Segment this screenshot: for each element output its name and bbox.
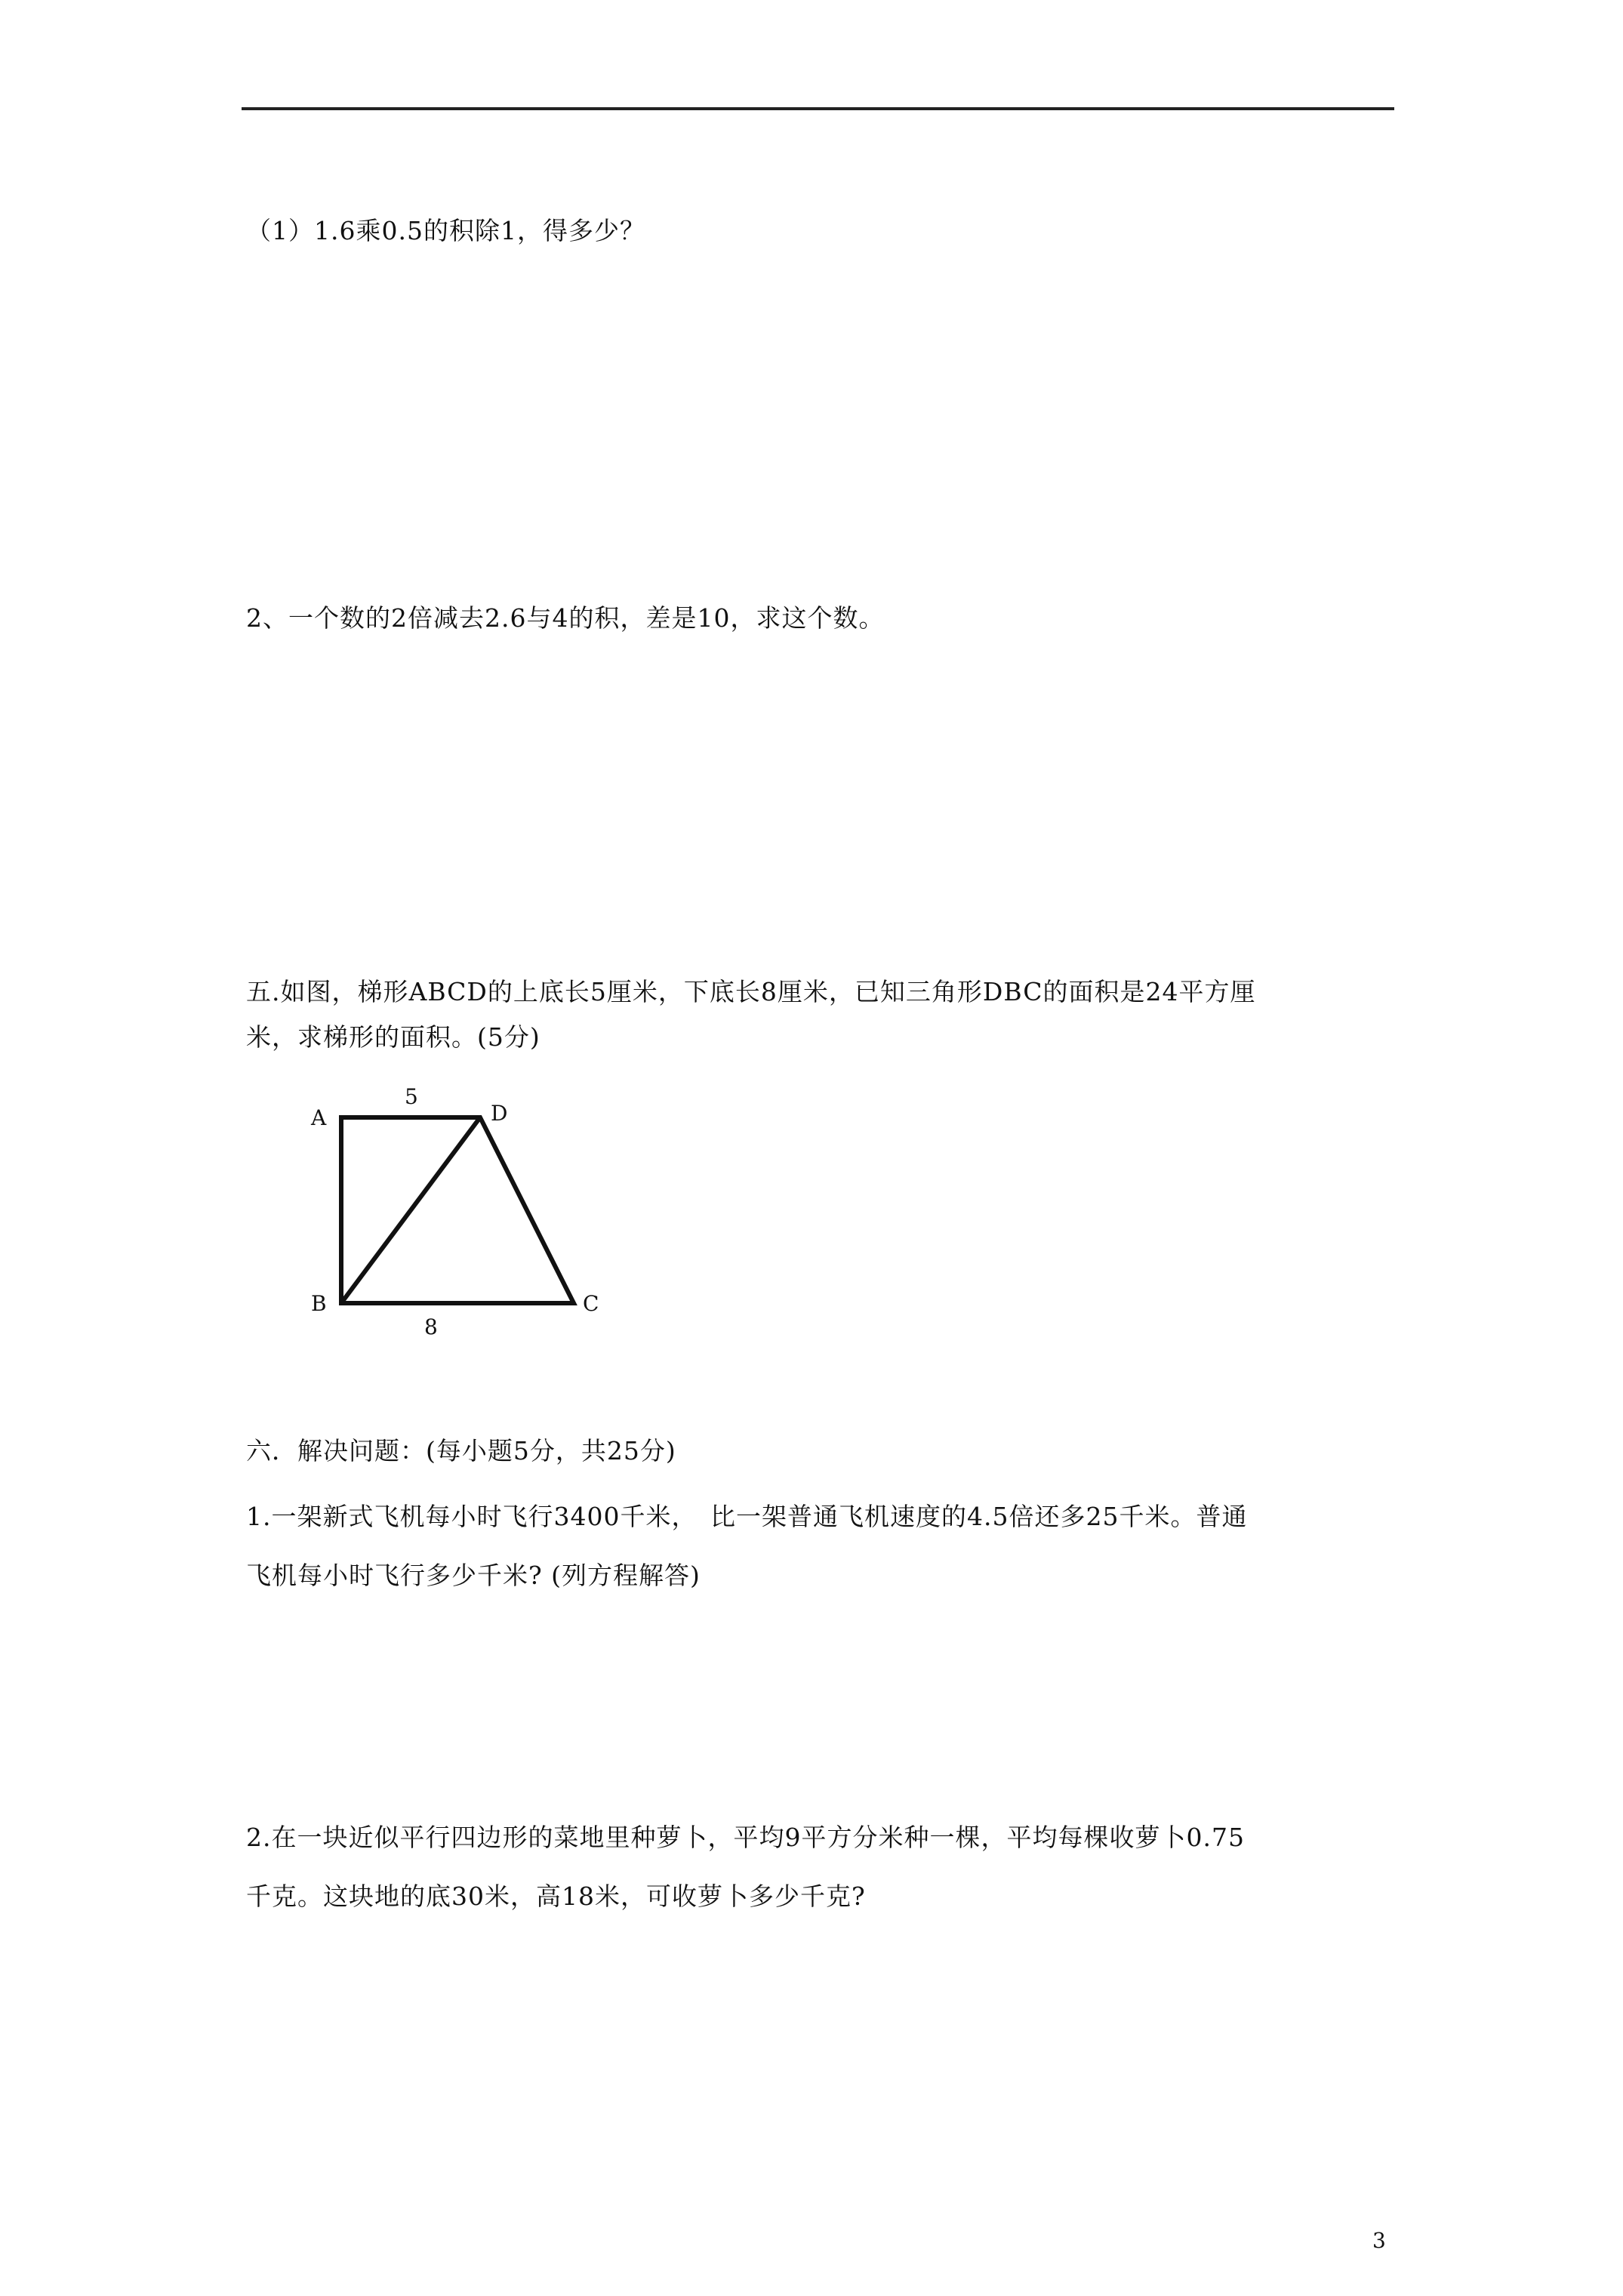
- top-base-length: 5: [405, 1087, 418, 1109]
- section-5-text-line-2: 米，求梯形的面积。(5分): [246, 1022, 540, 1052]
- bottom-base-length: 8: [424, 1314, 438, 1339]
- vertex-label-d: D: [491, 1101, 508, 1126]
- question-4-1: （1）1.6乘0.5的积除1，得多少？: [246, 216, 645, 245]
- vertex-label-c: C: [583, 1291, 599, 1316]
- page-number: 3: [1372, 2228, 1386, 2253]
- vertex-label-a: A: [311, 1105, 327, 1130]
- trapezoid-figure: [302, 1087, 619, 1351]
- problem-6-2-line-1: 2.在一块近似平行四边形的菜地里种萝卜，平均9平方分米种一棵，平均每棵收萝卜0.75: [246, 1823, 1245, 1852]
- vertex-label-b: B: [311, 1291, 327, 1316]
- problem-6-1-line-1: 1.一架新式飞机每小时飞行3400千米， 比一架普通飞机速度的4.5倍还多25千米。普通: [246, 1502, 1248, 1531]
- section-6-heading: 六．解决问题：(每小题5分，共25分): [246, 1436, 676, 1465]
- problem-6-2-line-2: 千克。这块地的底30米，高18米，可收萝卜多少千克?: [246, 1881, 866, 1911]
- diagonal-bd: [341, 1117, 480, 1303]
- header-rule: [242, 107, 1394, 110]
- question-4-2: 2、一个数的2倍减去2.6与4的积，差是10，求这个数。: [246, 603, 885, 633]
- problem-6-1-line-2: 飞机每小时飞行多少千米? (列方程解答): [246, 1561, 701, 1590]
- section-5-text-line-1: 五.如图，梯形ABCD的上底长5厘米，下底长8厘米，已知三角形DBC的面积是24平方厘: [246, 977, 1256, 1006]
